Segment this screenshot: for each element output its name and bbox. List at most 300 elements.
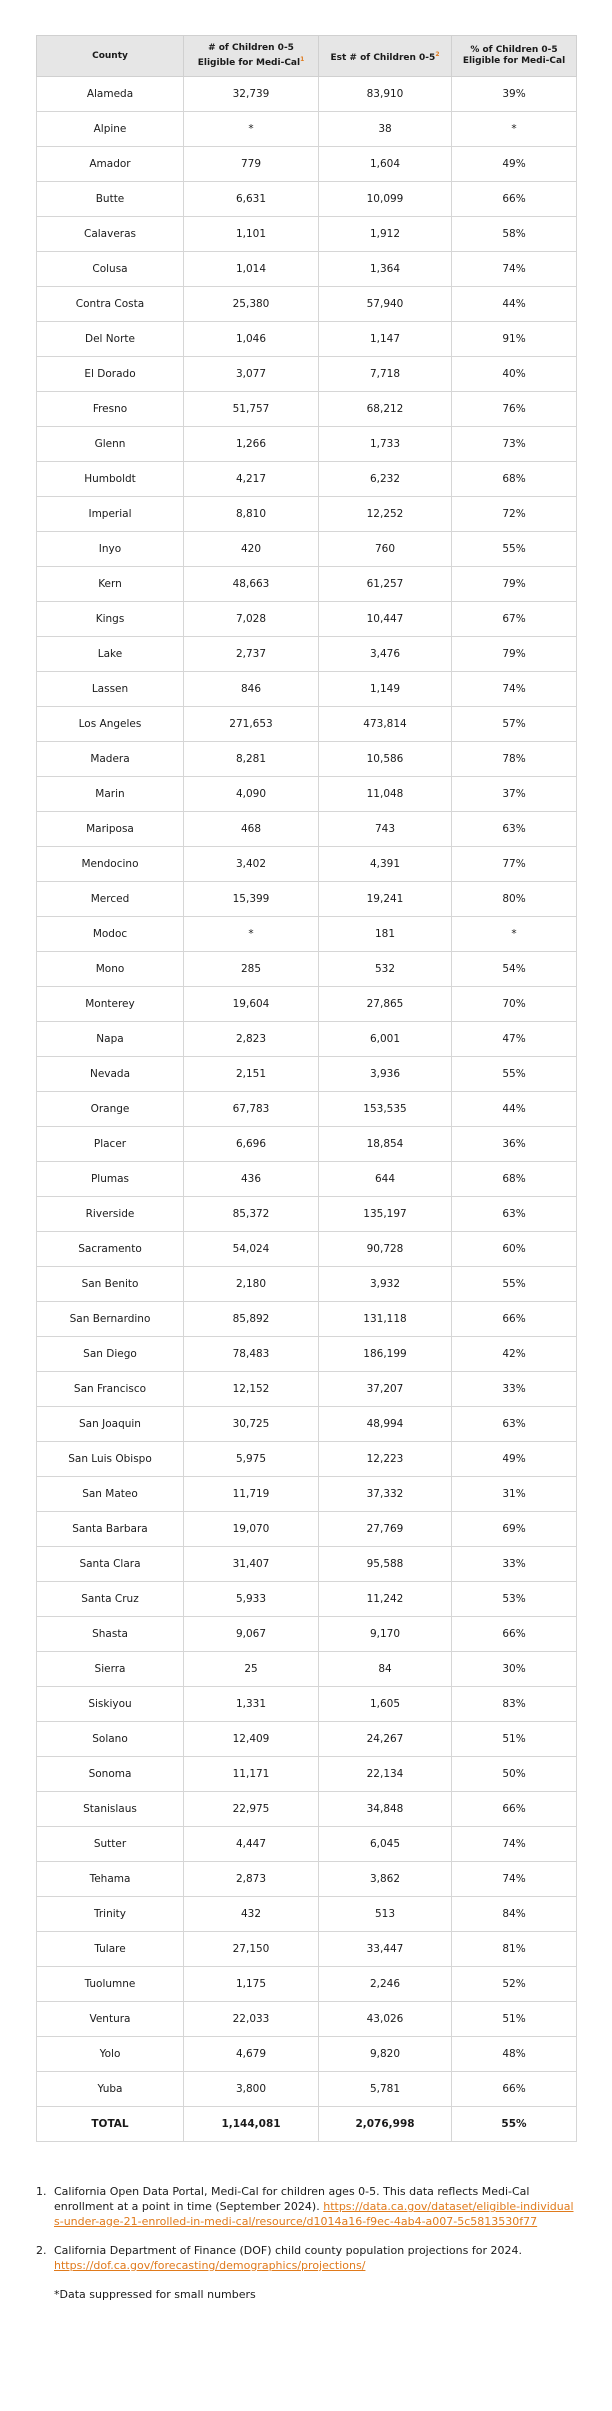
cell-percent: 63% <box>452 812 577 847</box>
cell-eligible: 78,483 <box>184 1337 319 1372</box>
cell-county: Imperial <box>37 497 184 532</box>
cell-county: Sierra <box>37 1652 184 1687</box>
cell-eligible: 11,719 <box>184 1477 319 1512</box>
cell-county: Calaveras <box>37 217 184 252</box>
cell-county: Inyo <box>37 532 184 567</box>
cell-eligible: 2,151 <box>184 1057 319 1092</box>
cell-eligible: 2,180 <box>184 1267 319 1302</box>
cell-percent: 49% <box>452 147 577 182</box>
cell-estimated: 10,447 <box>319 602 452 637</box>
table-row <box>37 1792 577 1827</box>
cell-estimated: 12,252 <box>319 497 452 532</box>
cell-eligible: 8,810 <box>184 497 319 532</box>
table-row <box>37 427 577 462</box>
cell-eligible: 3,800 <box>184 2072 319 2107</box>
cell-percent: * <box>452 917 577 952</box>
table-row <box>37 2037 577 2072</box>
cell-percent: 33% <box>452 1372 577 1407</box>
cell-county: Fresno <box>37 392 184 427</box>
cell-percent: 74% <box>452 1827 577 1862</box>
cell-percent: 60% <box>452 1232 577 1267</box>
eligibility-table <box>36 35 577 2142</box>
cell-percent: 44% <box>452 287 577 322</box>
note-link[interactable]: https://dof.ca.gov/forecasting/demographics/projections/ <box>54 2259 366 2272</box>
cell-eligible: 15,399 <box>184 882 319 917</box>
table-row <box>37 1827 577 1862</box>
table-header-row <box>37 36 577 77</box>
cell-estimated: 9,820 <box>319 2037 452 2072</box>
cell-county: Nevada <box>37 1057 184 1092</box>
table-row <box>37 777 577 812</box>
cell-eligible: 1,046 <box>184 322 319 357</box>
table-row <box>37 1232 577 1267</box>
cell-estimated: 760 <box>319 532 452 567</box>
cell-percent: 52% <box>452 1967 577 2002</box>
table-row <box>37 322 577 357</box>
cell-estimated: 513 <box>319 1897 452 1932</box>
table-row <box>37 1442 577 1477</box>
cell-percent: 66% <box>452 1302 577 1337</box>
header-county: County <box>37 36 184 77</box>
table-row <box>37 882 577 917</box>
cell-estimated: 83,910 <box>319 77 452 112</box>
suppression-footnote: *Data suppressed for small numbers <box>54 2288 256 2301</box>
cell-estimated: 3,862 <box>319 1862 452 1897</box>
table-row <box>37 1617 577 1652</box>
table-row <box>37 1547 577 1582</box>
cell-percent: 58% <box>452 217 577 252</box>
cell-percent: 66% <box>452 2072 577 2107</box>
cell-percent: 48% <box>452 2037 577 2072</box>
cell-eligible: 32,739 <box>184 77 319 112</box>
table-row <box>37 917 577 952</box>
cell-county: San Joaquin <box>37 1407 184 1442</box>
table-row <box>37 1057 577 1092</box>
table-row <box>37 1967 577 2002</box>
table-row <box>37 1722 577 1757</box>
cell-eligible: 1,266 <box>184 427 319 462</box>
cell-estimated: 43,026 <box>319 2002 452 2037</box>
cell-percent: 66% <box>452 1792 577 1827</box>
cell-eligible: 4,447 <box>184 1827 319 1862</box>
cell-percent: 74% <box>452 1862 577 1897</box>
cell-eligible: 54,024 <box>184 1232 319 1267</box>
cell-percent: 79% <box>452 567 577 602</box>
cell-county: Tulare <box>37 1932 184 1967</box>
cell-estimated: 4,391 <box>319 847 452 882</box>
cell-percent: 55% <box>452 1267 577 1302</box>
cell-county: Yolo <box>37 2037 184 2072</box>
table-row <box>37 1932 577 1967</box>
cell-percent: 49% <box>452 1442 577 1477</box>
cell-eligible: 432 <box>184 1897 319 1932</box>
cell-percent: 42% <box>452 1337 577 1372</box>
table-row <box>37 112 577 147</box>
cell-county: Butte <box>37 182 184 217</box>
table-total-row <box>37 2107 577 2142</box>
table-row <box>37 1512 577 1547</box>
table-row <box>37 952 577 987</box>
cell-county: Contra Costa <box>37 287 184 322</box>
cell-percent: 55% <box>452 532 577 567</box>
note-2 <box>36 2243 576 2273</box>
cell-eligible: 6,631 <box>184 182 319 217</box>
cell-eligible: 7,028 <box>184 602 319 637</box>
table-row <box>37 77 577 112</box>
cell-eligible: 4,217 <box>184 462 319 497</box>
cell-percent: 53% <box>452 1582 577 1617</box>
cell-county: Solano <box>37 1722 184 1757</box>
cell-county: Humboldt <box>37 462 184 497</box>
cell-percent: 63% <box>452 1407 577 1442</box>
cell-percent: 69% <box>452 1512 577 1547</box>
header-estimated: Est # of Children $0-5^2$ <box>319 36 452 77</box>
cell-percent: 31% <box>452 1477 577 1512</box>
cell-percent: 73% <box>452 427 577 462</box>
table-row <box>37 567 577 602</box>
cell-percent: 77% <box>452 847 577 882</box>
cell-estimated: 10,586 <box>319 742 452 777</box>
cell-percent: 70% <box>452 987 577 1022</box>
cell-percent: 83% <box>452 1687 577 1722</box>
cell-percent: 66% <box>452 182 577 217</box>
table-row <box>37 742 577 777</box>
cell-estimated: 27,769 <box>319 1512 452 1547</box>
cell-county: Stanislaus <box>37 1792 184 1827</box>
table-row <box>37 357 577 392</box>
cell-estimated: 48,994 <box>319 1407 452 1442</box>
cell-county: San Francisco <box>37 1372 184 1407</box>
cell-county: Kern <box>37 567 184 602</box>
cell-eligible: 1,014 <box>184 252 319 287</box>
cell-county: Mariposa <box>37 812 184 847</box>
cell-estimated: 6,232 <box>319 462 452 497</box>
cell-eligible: 2,823 <box>184 1022 319 1057</box>
table-row <box>37 1197 577 1232</box>
cell-eligible: 48,663 <box>184 567 319 602</box>
cell-eligible: 25 <box>184 1652 319 1687</box>
cell-eligible: 468 <box>184 812 319 847</box>
table-row <box>37 252 577 287</box>
table-row <box>37 602 577 637</box>
cell-county: Ventura <box>37 2002 184 2037</box>
cell-estimated: 5,781 <box>319 2072 452 2107</box>
table-row <box>37 847 577 882</box>
cell-county: Del Norte <box>37 322 184 357</box>
cell-estimated: 33,447 <box>319 1932 452 1967</box>
cell-percent: 47% <box>452 1022 577 1057</box>
cell-county: Sutter <box>37 1827 184 1862</box>
cell-county: El Dorado <box>37 357 184 392</box>
cell-eligible: 67,783 <box>184 1092 319 1127</box>
cell-county: Riverside <box>37 1197 184 1232</box>
table-row <box>37 532 577 567</box>
cell-estimated: 532 <box>319 952 452 987</box>
cell-estimated: 1,604 <box>319 147 452 182</box>
cell-percent: 44% <box>452 1092 577 1127</box>
cell-eligible: 12,409 <box>184 1722 319 1757</box>
cell-estimated: 131,118 <box>319 1302 452 1337</box>
cell-eligible: 19,604 <box>184 987 319 1022</box>
cell-eligible: * <box>184 917 319 952</box>
footnote-ref-1: 1 <box>300 56 305 63</box>
cell-eligible: 3,077 <box>184 357 319 392</box>
cell-estimated: 2,076,998 <box>319 2107 452 2142</box>
header-eligible: # of Children 0-5 Eligible for Medi-Cal$^1$ <box>184 36 319 77</box>
cell-estimated: 18,854 <box>319 1127 452 1162</box>
cell-estimated: 1,149 <box>319 672 452 707</box>
table-row <box>37 2002 577 2037</box>
cell-percent: 51% <box>452 2002 577 2037</box>
cell-estimated: 61,257 <box>319 567 452 602</box>
cell-percent: 63% <box>452 1197 577 1232</box>
cell-eligible: 846 <box>184 672 319 707</box>
cell-estimated: 22,134 <box>319 1757 452 1792</box>
cell-percent: 74% <box>452 252 577 287</box>
cell-county: San Benito <box>37 1267 184 1302</box>
cell-county: Mendocino <box>37 847 184 882</box>
cell-eligible: 85,892 <box>184 1302 319 1337</box>
cell-percent: 78% <box>452 742 577 777</box>
cell-percent: 54% <box>452 952 577 987</box>
note-text: California Open Data Portal, Medi-Cal for children ages 0-5. This data reflects Medi-Cal enrollment at a point in time (September 2024). <box>54 2185 530 2213</box>
header-percent: % of Children 0-5 Eligible for Medi-Cal <box>452 36 577 77</box>
table-row <box>37 217 577 252</box>
cell-estimated: 1,733 <box>319 427 452 462</box>
cell-county: Merced <box>37 882 184 917</box>
table-row <box>37 1092 577 1127</box>
cell-estimated: 38 <box>319 112 452 147</box>
cell-eligible: 22,033 <box>184 2002 319 2037</box>
cell-county: San Diego <box>37 1337 184 1372</box>
cell-county: Alpine <box>37 112 184 147</box>
table-row <box>37 182 577 217</box>
table-row <box>37 497 577 532</box>
cell-percent: 57% <box>452 707 577 742</box>
cell-estimated: 37,207 <box>319 1372 452 1407</box>
cell-eligible: 85,372 <box>184 1197 319 1232</box>
table-row <box>37 672 577 707</box>
table-row <box>37 1372 577 1407</box>
cell-county: Modoc <box>37 917 184 952</box>
cell-eligible: 1,101 <box>184 217 319 252</box>
cell-eligible: 31,407 <box>184 1547 319 1582</box>
table-row <box>37 147 577 182</box>
note-link[interactable]: https://data.ca.gov/dataset/eligible-individuals-under-age-21-enrolled-in-medi-cal/resource/d1014a16-f9ec-4ab4-a007-5c5813530f77 <box>54 2200 574 2228</box>
cell-eligible: 420 <box>184 532 319 567</box>
cell-percent: 36% <box>452 1127 577 1162</box>
cell-eligible: 436 <box>184 1162 319 1197</box>
table-row <box>37 1337 577 1372</box>
cell-percent: 55% <box>452 2107 577 2142</box>
cell-county: Sacramento <box>37 1232 184 1267</box>
cell-percent: 40% <box>452 357 577 392</box>
cell-percent: 68% <box>452 1162 577 1197</box>
table-row <box>37 1022 577 1057</box>
table-row <box>37 1407 577 1442</box>
cell-percent: 67% <box>452 602 577 637</box>
cell-county: Orange <box>37 1092 184 1127</box>
cell-estimated: 68,212 <box>319 392 452 427</box>
cell-estimated: 34,848 <box>319 1792 452 1827</box>
table-row <box>37 1897 577 1932</box>
cell-county: Mono <box>37 952 184 987</box>
cell-percent: * <box>452 112 577 147</box>
table-row <box>37 1582 577 1617</box>
cell-eligible: 6,696 <box>184 1127 319 1162</box>
cell-eligible: 11,171 <box>184 1757 319 1792</box>
cell-estimated: 12,223 <box>319 1442 452 1477</box>
table-row <box>37 1757 577 1792</box>
cell-percent: 37% <box>452 777 577 812</box>
cell-percent: 79% <box>452 637 577 672</box>
cell-county: Glenn <box>37 427 184 462</box>
note-text: California Department of Finance (DOF) child county population projections for 2024. <box>54 2244 522 2257</box>
table-row <box>37 1687 577 1722</box>
cell-estimated: 19,241 <box>319 882 452 917</box>
notes-section <box>36 2184 576 2302</box>
cell-estimated: 11,048 <box>319 777 452 812</box>
cell-eligible: 5,975 <box>184 1442 319 1477</box>
table-row <box>37 1127 577 1162</box>
cell-percent: 72% <box>452 497 577 532</box>
cell-estimated: 84 <box>319 1652 452 1687</box>
note-number: 1. <box>36 2185 47 2198</box>
cell-county: Santa Barbara <box>37 1512 184 1547</box>
cell-estimated: 6,001 <box>319 1022 452 1057</box>
cell-county: San Bernardino <box>37 1302 184 1337</box>
cell-county: Tehama <box>37 1862 184 1897</box>
cell-estimated: 95,588 <box>319 1547 452 1582</box>
cell-estimated: 2,246 <box>319 1967 452 2002</box>
cell-eligible: * <box>184 112 319 147</box>
cell-county: Amador <box>37 147 184 182</box>
cell-estimated: 6,045 <box>319 1827 452 1862</box>
cell-county: Marin <box>37 777 184 812</box>
cell-eligible: 30,725 <box>184 1407 319 1442</box>
cell-eligible: 22,975 <box>184 1792 319 1827</box>
table-row <box>37 1302 577 1337</box>
cell-county: Plumas <box>37 1162 184 1197</box>
cell-eligible: 8,281 <box>184 742 319 777</box>
table-row <box>37 707 577 742</box>
table-row <box>37 287 577 322</box>
cell-county: Alameda <box>37 77 184 112</box>
cell-eligible: 9,067 <box>184 1617 319 1652</box>
cell-county: Shasta <box>37 1617 184 1652</box>
cell-estimated: 181 <box>319 917 452 952</box>
table-row <box>37 987 577 1022</box>
cell-percent: 74% <box>452 672 577 707</box>
cell-percent: 68% <box>452 462 577 497</box>
cell-county: Siskiyou <box>37 1687 184 1722</box>
table-row <box>37 462 577 497</box>
cell-eligible: 1,331 <box>184 1687 319 1722</box>
cell-percent: 80% <box>452 882 577 917</box>
cell-eligible: 51,757 <box>184 392 319 427</box>
cell-eligible: 1,175 <box>184 1967 319 2002</box>
cell-county: Trinity <box>37 1897 184 1932</box>
cell-eligible: 2,737 <box>184 637 319 672</box>
eligibility-table-container <box>36 35 576 2142</box>
cell-estimated: 11,242 <box>319 1582 452 1617</box>
cell-county: TOTAL <box>37 2107 184 2142</box>
cell-county: Sonoma <box>37 1757 184 1792</box>
cell-estimated: 1,605 <box>319 1687 452 1722</box>
cell-estimated: 186,199 <box>319 1337 452 1372</box>
cell-eligible: 3,402 <box>184 847 319 882</box>
cell-estimated: 24,267 <box>319 1722 452 1757</box>
cell-county: Tuolumne <box>37 1967 184 2002</box>
cell-percent: 66% <box>452 1617 577 1652</box>
table-row <box>37 637 577 672</box>
cell-estimated: 7,718 <box>319 357 452 392</box>
table-body <box>37 77 577 2142</box>
cell-estimated: 37,332 <box>319 1477 452 1512</box>
cell-county: Madera <box>37 742 184 777</box>
cell-county: Kings <box>37 602 184 637</box>
cell-estimated: 27,865 <box>319 987 452 1022</box>
cell-percent: 76% <box>452 392 577 427</box>
cell-county: Lassen <box>37 672 184 707</box>
cell-percent: 51% <box>452 1722 577 1757</box>
cell-percent: 81% <box>452 1932 577 1967</box>
cell-percent: 30% <box>452 1652 577 1687</box>
cell-estimated: 153,535 <box>319 1092 452 1127</box>
cell-county: Monterey <box>37 987 184 1022</box>
cell-estimated: 1,912 <box>319 217 452 252</box>
cell-county: San Mateo <box>37 1477 184 1512</box>
cell-eligible: 4,679 <box>184 2037 319 2072</box>
table-row <box>37 1862 577 1897</box>
cell-estimated: 3,936 <box>319 1057 452 1092</box>
cell-percent: 91% <box>452 322 577 357</box>
table-row <box>37 1162 577 1197</box>
cell-percent: 84% <box>452 1897 577 1932</box>
cell-percent: 55% <box>452 1057 577 1092</box>
table-row <box>37 1267 577 1302</box>
cell-eligible: 25,380 <box>184 287 319 322</box>
cell-eligible: 2,873 <box>184 1862 319 1897</box>
cell-estimated: 3,476 <box>319 637 452 672</box>
cell-county: Placer <box>37 1127 184 1162</box>
table-row <box>37 1477 577 1512</box>
table-row <box>37 392 577 427</box>
cell-county: Lake <box>37 637 184 672</box>
cell-estimated: 644 <box>319 1162 452 1197</box>
note-number: 2. <box>36 2244 47 2257</box>
cell-percent: 33% <box>452 1547 577 1582</box>
table-row <box>37 1652 577 1687</box>
cell-county: Colusa <box>37 252 184 287</box>
cell-eligible: 1,144,081 <box>184 2107 319 2142</box>
table-row <box>37 812 577 847</box>
cell-county: Santa Clara <box>37 1547 184 1582</box>
cell-percent: 50% <box>452 1757 577 1792</box>
cell-county: Yuba <box>37 2072 184 2107</box>
cell-eligible: 779 <box>184 147 319 182</box>
cell-estimated: 10,099 <box>319 182 452 217</box>
cell-county: San Luis Obispo <box>37 1442 184 1477</box>
cell-eligible: 4,090 <box>184 777 319 812</box>
cell-eligible: 12,152 <box>184 1372 319 1407</box>
cell-estimated: 9,170 <box>319 1617 452 1652</box>
footnote-ref-2: 2 <box>435 50 440 58</box>
cell-eligible: 271,653 <box>184 707 319 742</box>
cell-percent: 39% <box>452 77 577 112</box>
cell-eligible: 19,070 <box>184 1512 319 1547</box>
cell-eligible: 5,933 <box>184 1582 319 1617</box>
